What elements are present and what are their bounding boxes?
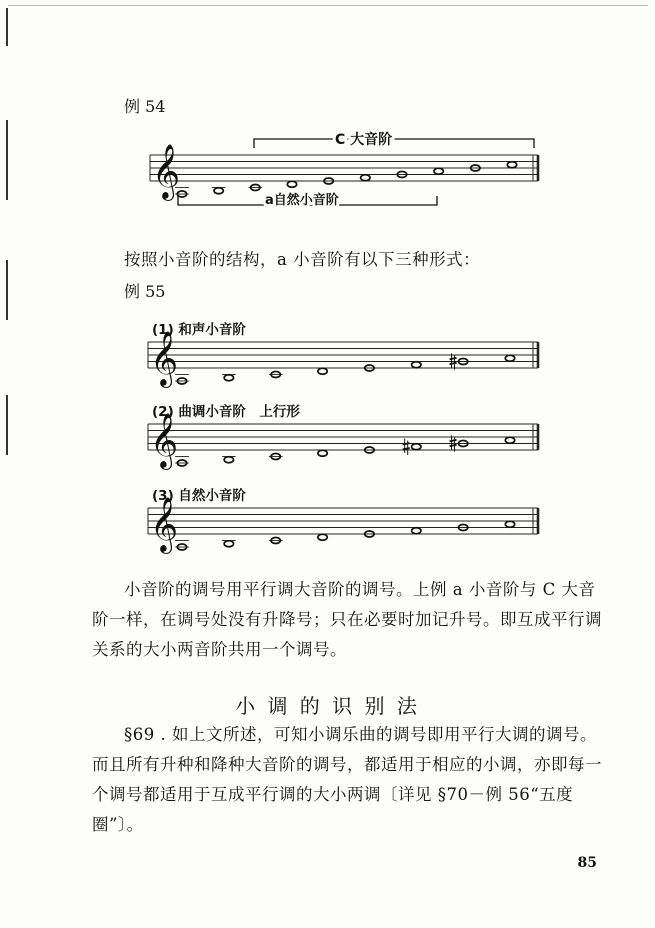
treble-clef-icon: 𝄞 <box>152 143 181 199</box>
treble-clef-icon: 𝄞 <box>150 330 179 386</box>
section-heading: 小 调 的 识 别 法 <box>235 694 420 718</box>
example-55-staff-2 <box>148 413 538 470</box>
example-55-staff-1 <box>148 331 538 388</box>
whole-note-icon <box>505 521 514 527</box>
whole-note-icon <box>318 368 327 374</box>
paragraph-69: §69 . 如上文所述，可知小调乐曲的调号即用平行大调的调号。而且所有升种和降种大音阶的调号，都适用于相应的小调，亦即每一个调号都适用于互成平行调的大小两调〔详见 §70－例 56“五度圈”〕。 <box>92 725 602 834</box>
whole-note-icon <box>412 362 421 368</box>
whole-note-icon <box>224 375 233 381</box>
whole-note-icon <box>224 541 233 547</box>
whole-note-icon <box>318 534 327 540</box>
paragraph-parallel-key: 小音阶的调号用平行调大音阶的调号。上例 a 小音阶与 C 大音阶一样，在调号处没有升降号；只在必要时加记升号。即互成平行调关系的大小两音阶共用一个调号。 <box>92 580 602 659</box>
staff-caption-2: (2) 曲调小音阶 上行形 <box>152 404 300 420</box>
sharp-icon <box>403 439 410 455</box>
treble-clef-icon: 𝄞 <box>150 412 179 468</box>
whole-note-icon <box>412 444 421 450</box>
staff-caption-3: (3) 自然小音阶 <box>152 488 246 504</box>
whole-note-icon <box>505 437 514 443</box>
whole-note-icon <box>505 355 514 361</box>
intro-text: 按照小音阶的结构，a 小音阶有以下三种形式： <box>124 250 481 269</box>
whole-note-icon <box>224 457 233 463</box>
page-number: 85 <box>577 855 597 871</box>
whole-note-icon <box>412 528 421 534</box>
example-55-staff-3 <box>148 497 538 554</box>
whole-note-icon <box>318 450 327 456</box>
treble-clef-icon: 𝄞 <box>150 496 179 552</box>
staff-caption-1: (1) 和声小音阶 <box>152 322 246 338</box>
example-54-label: 例 54 <box>124 97 166 116</box>
example-55-label: 例 55 <box>124 282 166 301</box>
upper-bracket-label: C 大音阶 <box>335 132 393 148</box>
lower-bracket-label: a自然小音阶 <box>265 193 339 208</box>
